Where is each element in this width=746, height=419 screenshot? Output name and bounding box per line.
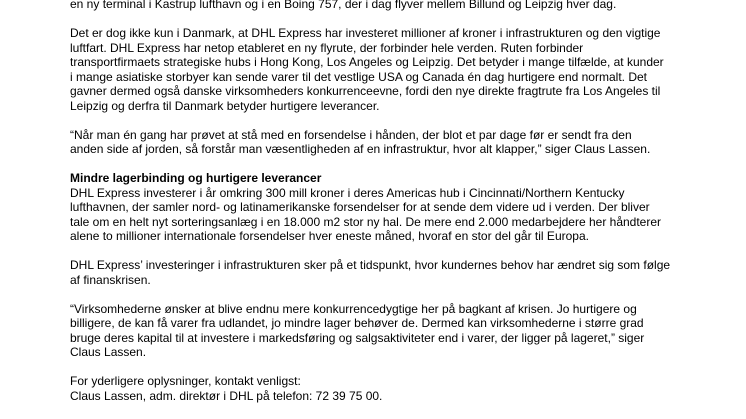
paragraph-intro-tail xyxy=(70,0,680,12)
paragraph-americas-hub xyxy=(70,171,680,244)
text-line: luftfart. DHL Express har netop etableret en ny flyrute, der forbinder hele verden. Ruten forbinder xyxy=(70,40,584,55)
text-line: lufthavnen, der samler nord- og latinamerikanske forsendelser for at sende dem videre ud i verden. Der bliver xyxy=(70,200,650,214)
text-line: billigere, de kan få varer fra udlandet, jo mindre lager behøver de. Dermed kan virksomhederne i større grad xyxy=(70,316,644,330)
text-line: Det er dog ikke kun i Danmark, at DHL Express har investeret millioner af kroner i infrastrukturen og den vigtige xyxy=(70,26,661,40)
text-line: Claus Lassen. xyxy=(70,345,147,359)
paragraph-new-flight-route xyxy=(70,26,680,113)
text-line: Leipzig og derfra til Danmark betyder hurtigere leverancer. xyxy=(70,98,380,113)
text-line: DHL Express investerer i år omkring 300 mill kroner i deres Americas hub i Cincinnati/Northern Kentucky xyxy=(70,185,625,200)
text-line: anden side af jorden, så forstår man væsentligheden af en infrastruktur, hvor alt klapper,” siger Claus Lassen. xyxy=(70,142,651,156)
text-line: tale om en helt nyt sorteringsanlæg i en 18.000 m2 stor ny hal. De mere end 2.000 medarbejdere her håndterer xyxy=(70,214,662,229)
text-line: transportfirmaets strategiske hubs i Hong Kong, Los Angeles og Leipzig. Det betyder i mange tilfælde, at kunder xyxy=(70,55,664,69)
text-line: bruge deres kapital til at investere i markedsføring og salgsaktiviteter end i varer, der ligger på lageret,” siger xyxy=(70,330,645,345)
section-heading: Mindre lagerbinding og hurtigere leverancer xyxy=(70,171,322,185)
text-line: “Virksomhederne ønsker at blive endnu mere konkurrencedygtige her på bagkant af krisen. Jo hurtigere og xyxy=(70,301,637,316)
text-line: gavner dermed også danske virksomheders konkurrenceevne, fordi den nye direkte fragtrute fra Los Angeles til xyxy=(70,84,661,98)
paragraph-quote-competitiveness xyxy=(70,302,680,360)
paragraph-contact-info xyxy=(70,374,680,403)
document-body xyxy=(70,0,680,418)
contact-phone-line: Claus Lassen, adm. direktør i DHL på telefon: 72 39 75 00. xyxy=(70,388,383,403)
text-line: i mange asiatiske storbyer kan sende varer til det vestlige USA og Canada én dag hurtigere end normalt. Det xyxy=(70,69,647,84)
text-line: alene to millioner internationale forsendelser hver eneste måned, hvoraf en stor del går til Europa. xyxy=(70,229,589,243)
text-line: af finanskrisen. xyxy=(70,272,151,287)
text-line: DHL Express’ investeringer i infrastrukturen sker på et tidspunkt, hvor kundernes behov har ændret sig som følge xyxy=(70,258,671,272)
text-line: “Når man én gang har prøvet at stå med en forsendelse i hånden, der blot et par dage før er sendt fra den xyxy=(70,127,632,142)
text-line: en ny terminal i Kastrup lufthavn og i en Boing 757, der i dag flyver mellem Billund og Leipzig hver dag. xyxy=(70,0,617,11)
paragraph-customer-needs xyxy=(70,258,680,287)
text-line: For yderligere oplysninger, kontakt venligst: xyxy=(70,374,301,388)
paragraph-quote-infrastructure xyxy=(70,128,680,157)
